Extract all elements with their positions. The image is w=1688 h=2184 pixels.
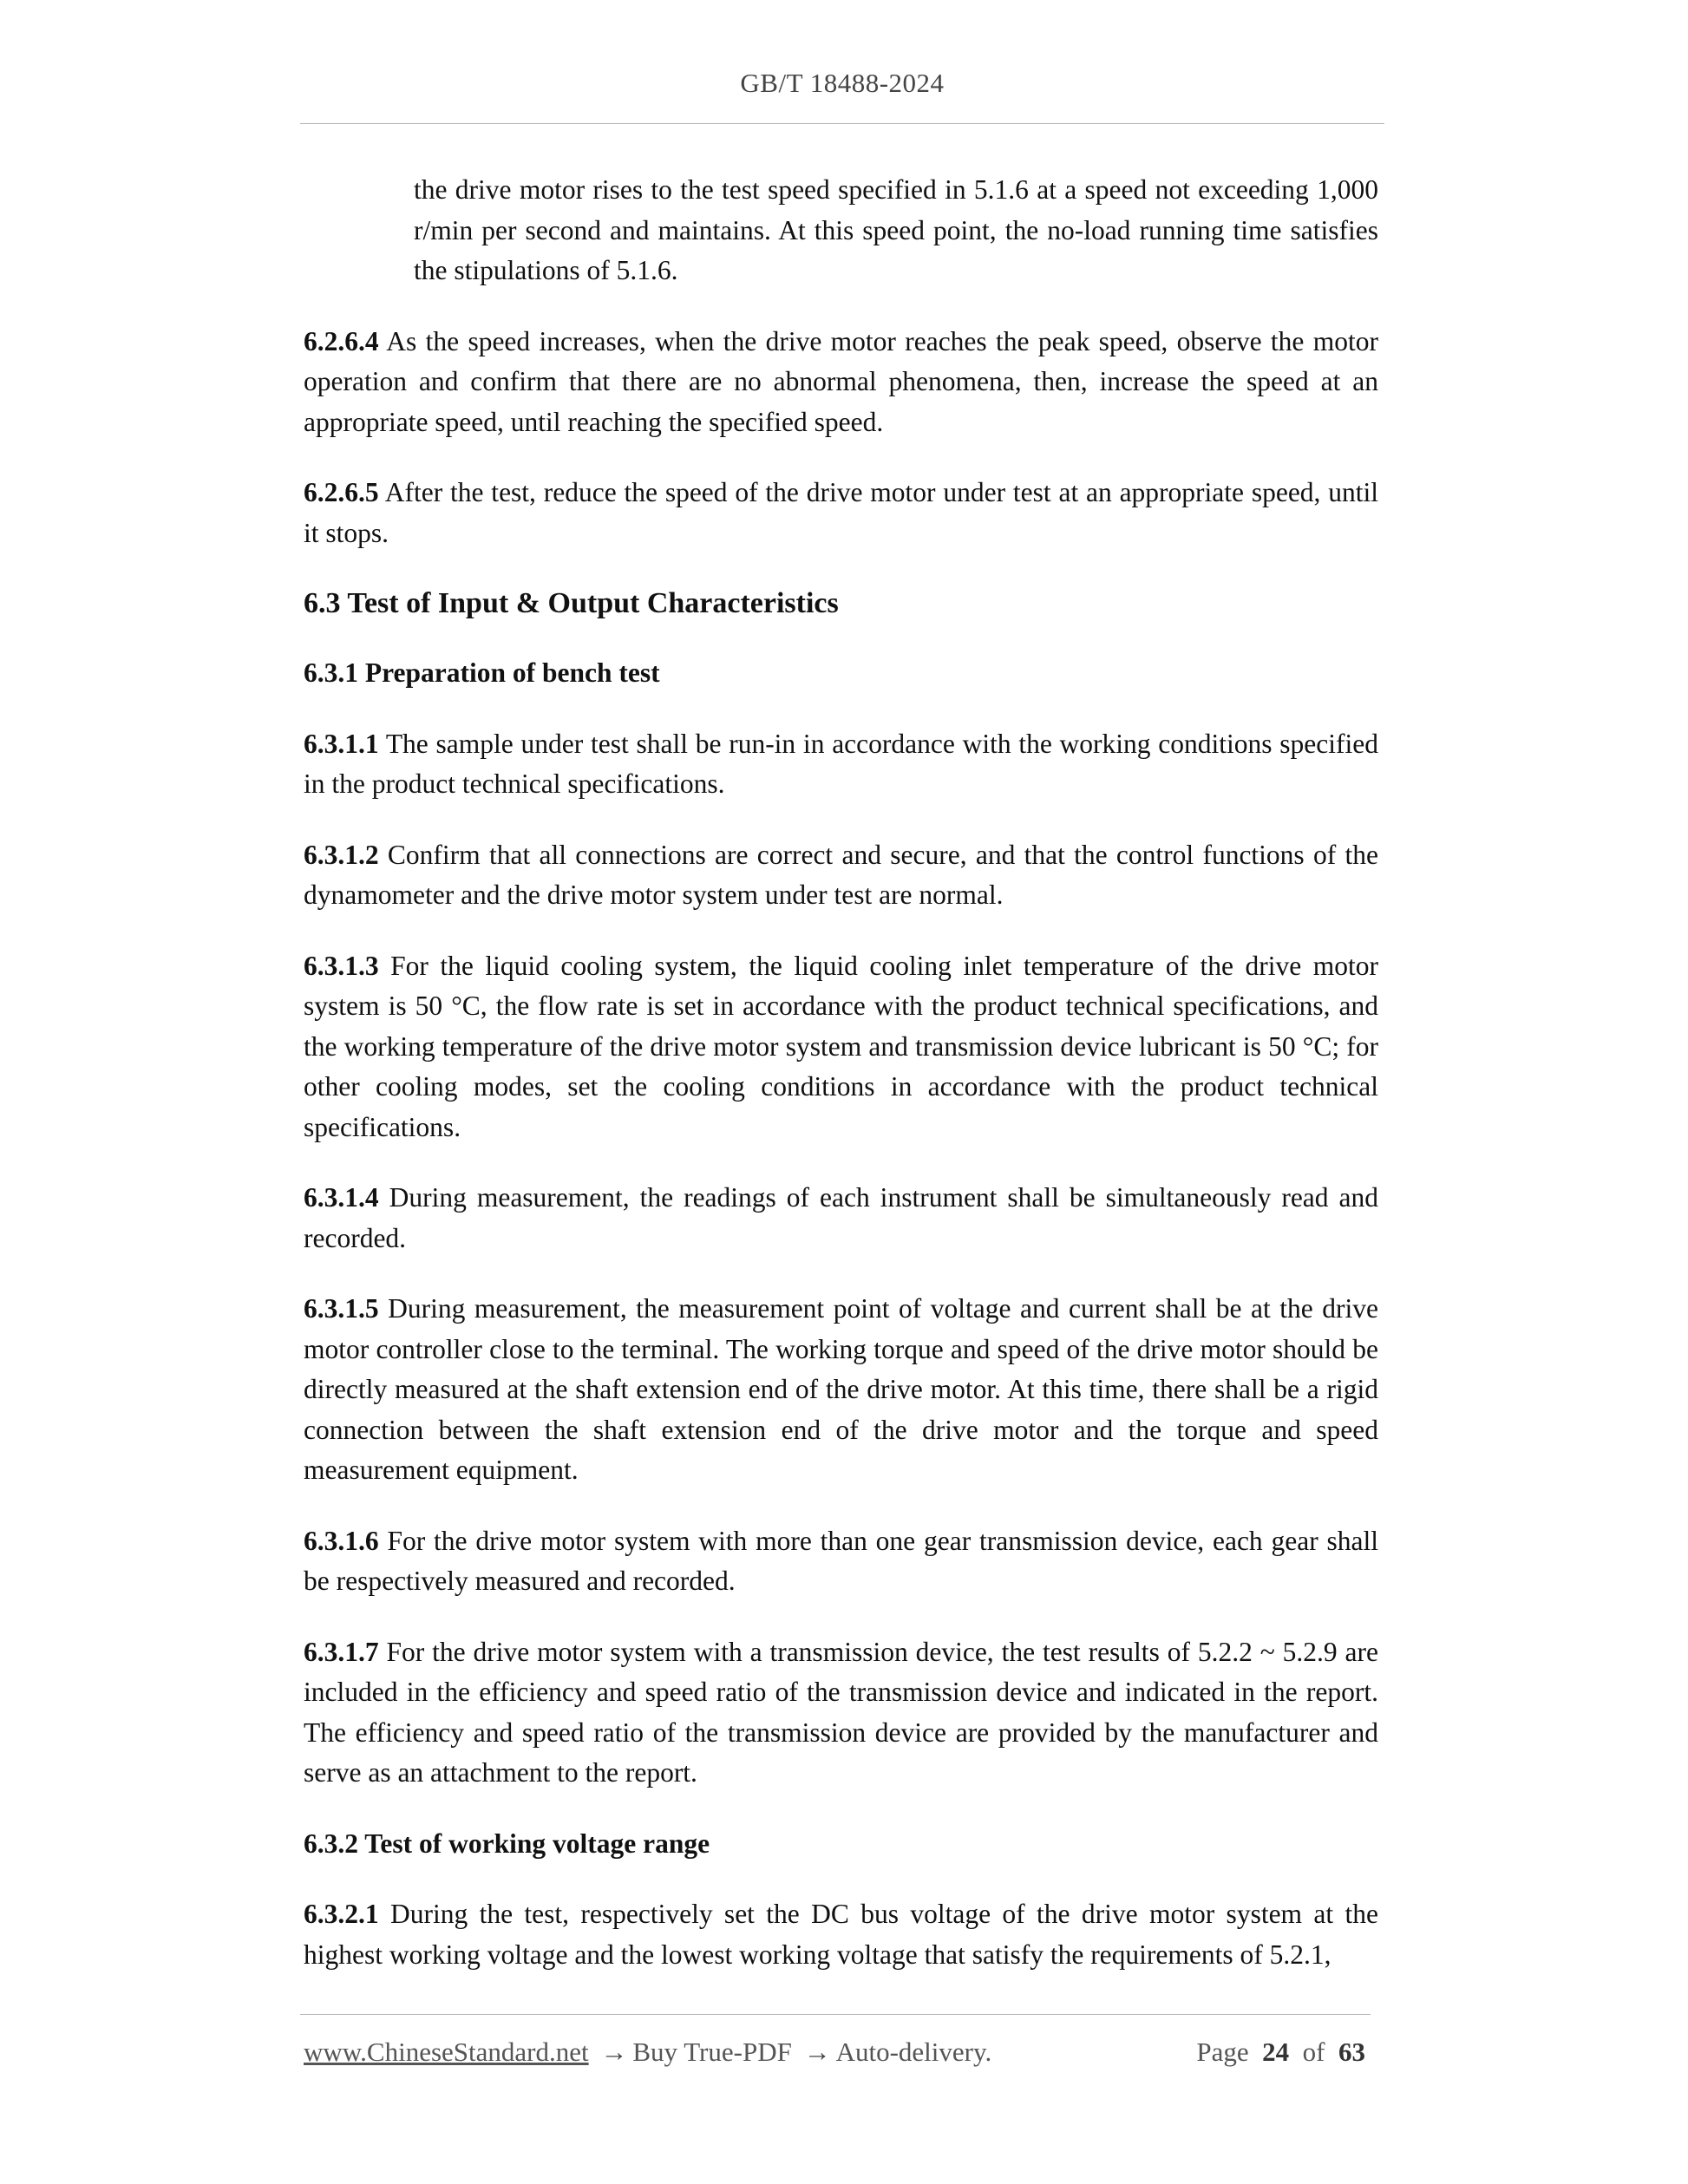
subsection-heading-6-3-1: 6.3.1 Preparation of bench test (304, 657, 660, 688)
arrow-right-icon: → (803, 2037, 831, 2067)
clause-text: For the liquid cooling system, the liquid cooling inlet temperature of the drive motor system is 50 °C, the flow rate is set in accordance with the product technical specifications, and the working temperature of the drive motor system and transmission device lubricant is 50 °C; for other cooling modes, set the cooling conditions in accordance with the product technical specifications. (304, 950, 1378, 1142)
clause-text: After the test, reduce the speed of the drive motor under test at an appropriate speed, until it stops. (304, 477, 1379, 548)
clause-text: During measurement, the measurement point of voltage and current shall be at the drive motor controller close to the terminal. The working torque and speed of the drive motor should be directly measured at the shaft extension end of the drive motor. At this time, there shall be a rigid connection between the shaft extension end of the drive motor and the torque and speed measurement equipment. (304, 1293, 1378, 1485)
clause-6-2-6-4 (304, 322, 1378, 443)
clause-6-2-6-5 (304, 473, 1378, 553)
page-total: 63 (1338, 2037, 1365, 2067)
clause-6-3-1-1 (304, 724, 1378, 805)
section-heading-6-3: 6.3 Test of Input & Output Characteristics (304, 587, 839, 619)
footer-promo (304, 2035, 991, 2070)
document-body (304, 170, 1378, 2005)
clause-number: 6.2.6.5 (304, 477, 379, 507)
clause-text: For the drive motor system with a transmission device, the test results of 5.2.2 ~ 5.2.9 are included in the efficiency and speed ratio of the transmission device and indicated in the report. The efficiency and speed ratio of the transmission device are provided by the manufacturer and serve as an attachment to the report. (304, 1636, 1379, 1788)
clause-6-3-1-5 (304, 1289, 1378, 1491)
clause-number: 6.3.1.1 (304, 728, 379, 759)
clause-6-3-2-1 (304, 1894, 1378, 1975)
clause-number: 6.3.1.4 (304, 1182, 379, 1213)
clause-number: 6.3.1.3 (304, 950, 379, 981)
clause-number: 6.3.2.1 (304, 1899, 379, 1929)
clause-text: During measurement, the readings of each instrument shall be simultaneously read and recorded. (304, 1182, 1378, 1253)
clause-text: As the speed increases, when the drive motor reaches the peak speed, observe the motor operation and confirm that there are no abnormal phenomena, then, increase the speed at an appropriate speed, until reaching the specified speed. (304, 325, 1378, 437)
site-link[interactable]: www.ChineseStandard.net (304, 2037, 589, 2067)
clause-6-3-1-4 (304, 1178, 1378, 1259)
clause-text: Confirm that all connections are correct and secure, and that the control functions of the dynamometer and the drive motor system under test are normal. (304, 839, 1378, 910)
clause-number: 6.3.1.2 (304, 839, 379, 870)
clause-6-3-1-2 (304, 835, 1378, 916)
of-word: of (1302, 2037, 1325, 2067)
footer-divider (300, 2014, 1371, 2015)
subsection-heading-6-3-2: 6.3.2 Test of working voltage range (304, 1828, 710, 1859)
clause-number: 6.3.1.7 (304, 1636, 379, 1667)
clause-text: The sample under test shall be run-in in accordance with the working conditions specified in the product technical specifications. (304, 728, 1378, 799)
buy-text: Buy True-PDF (632, 2037, 792, 2067)
delivery-text: Auto-delivery. (835, 2037, 992, 2067)
page-current: 24 (1262, 2037, 1290, 2067)
page-header-title: GB/T 18488-2024 (740, 68, 945, 98)
continued-paragraph: the drive motor rises to the test speed specified in 5.1.6 at a speed not exceeding 1,000 r/min per second and maintains. At this speed point, the no-load running time satisfies the stipulations of 5.1.6. (414, 174, 1378, 285)
arrow-right-icon: → (600, 2037, 628, 2067)
clause-number: 6.3.1.5 (304, 1293, 379, 1324)
clause-number: 6.2.6.4 (304, 325, 379, 356)
clause-number: 6.3.1.6 (304, 1525, 379, 1556)
clause-6-3-1-3 (304, 946, 1378, 1148)
header-divider (300, 123, 1384, 124)
clause-text: During the test, respectively set the DC bus voltage of the drive motor system at the highest working voltage and the lowest working voltage that satisfy the requirements of 5.2.1, (304, 1899, 1378, 1970)
clause-6-3-1-6 (304, 1521, 1378, 1602)
clause-text: For the drive motor system with more than one gear transmission device, each gear shall be respectively measured and recorded. (304, 1525, 1379, 1596)
clause-6-3-1-7 (304, 1632, 1378, 1794)
page-word: Page (1196, 2037, 1249, 2067)
page-indicator (1196, 2035, 1365, 2070)
